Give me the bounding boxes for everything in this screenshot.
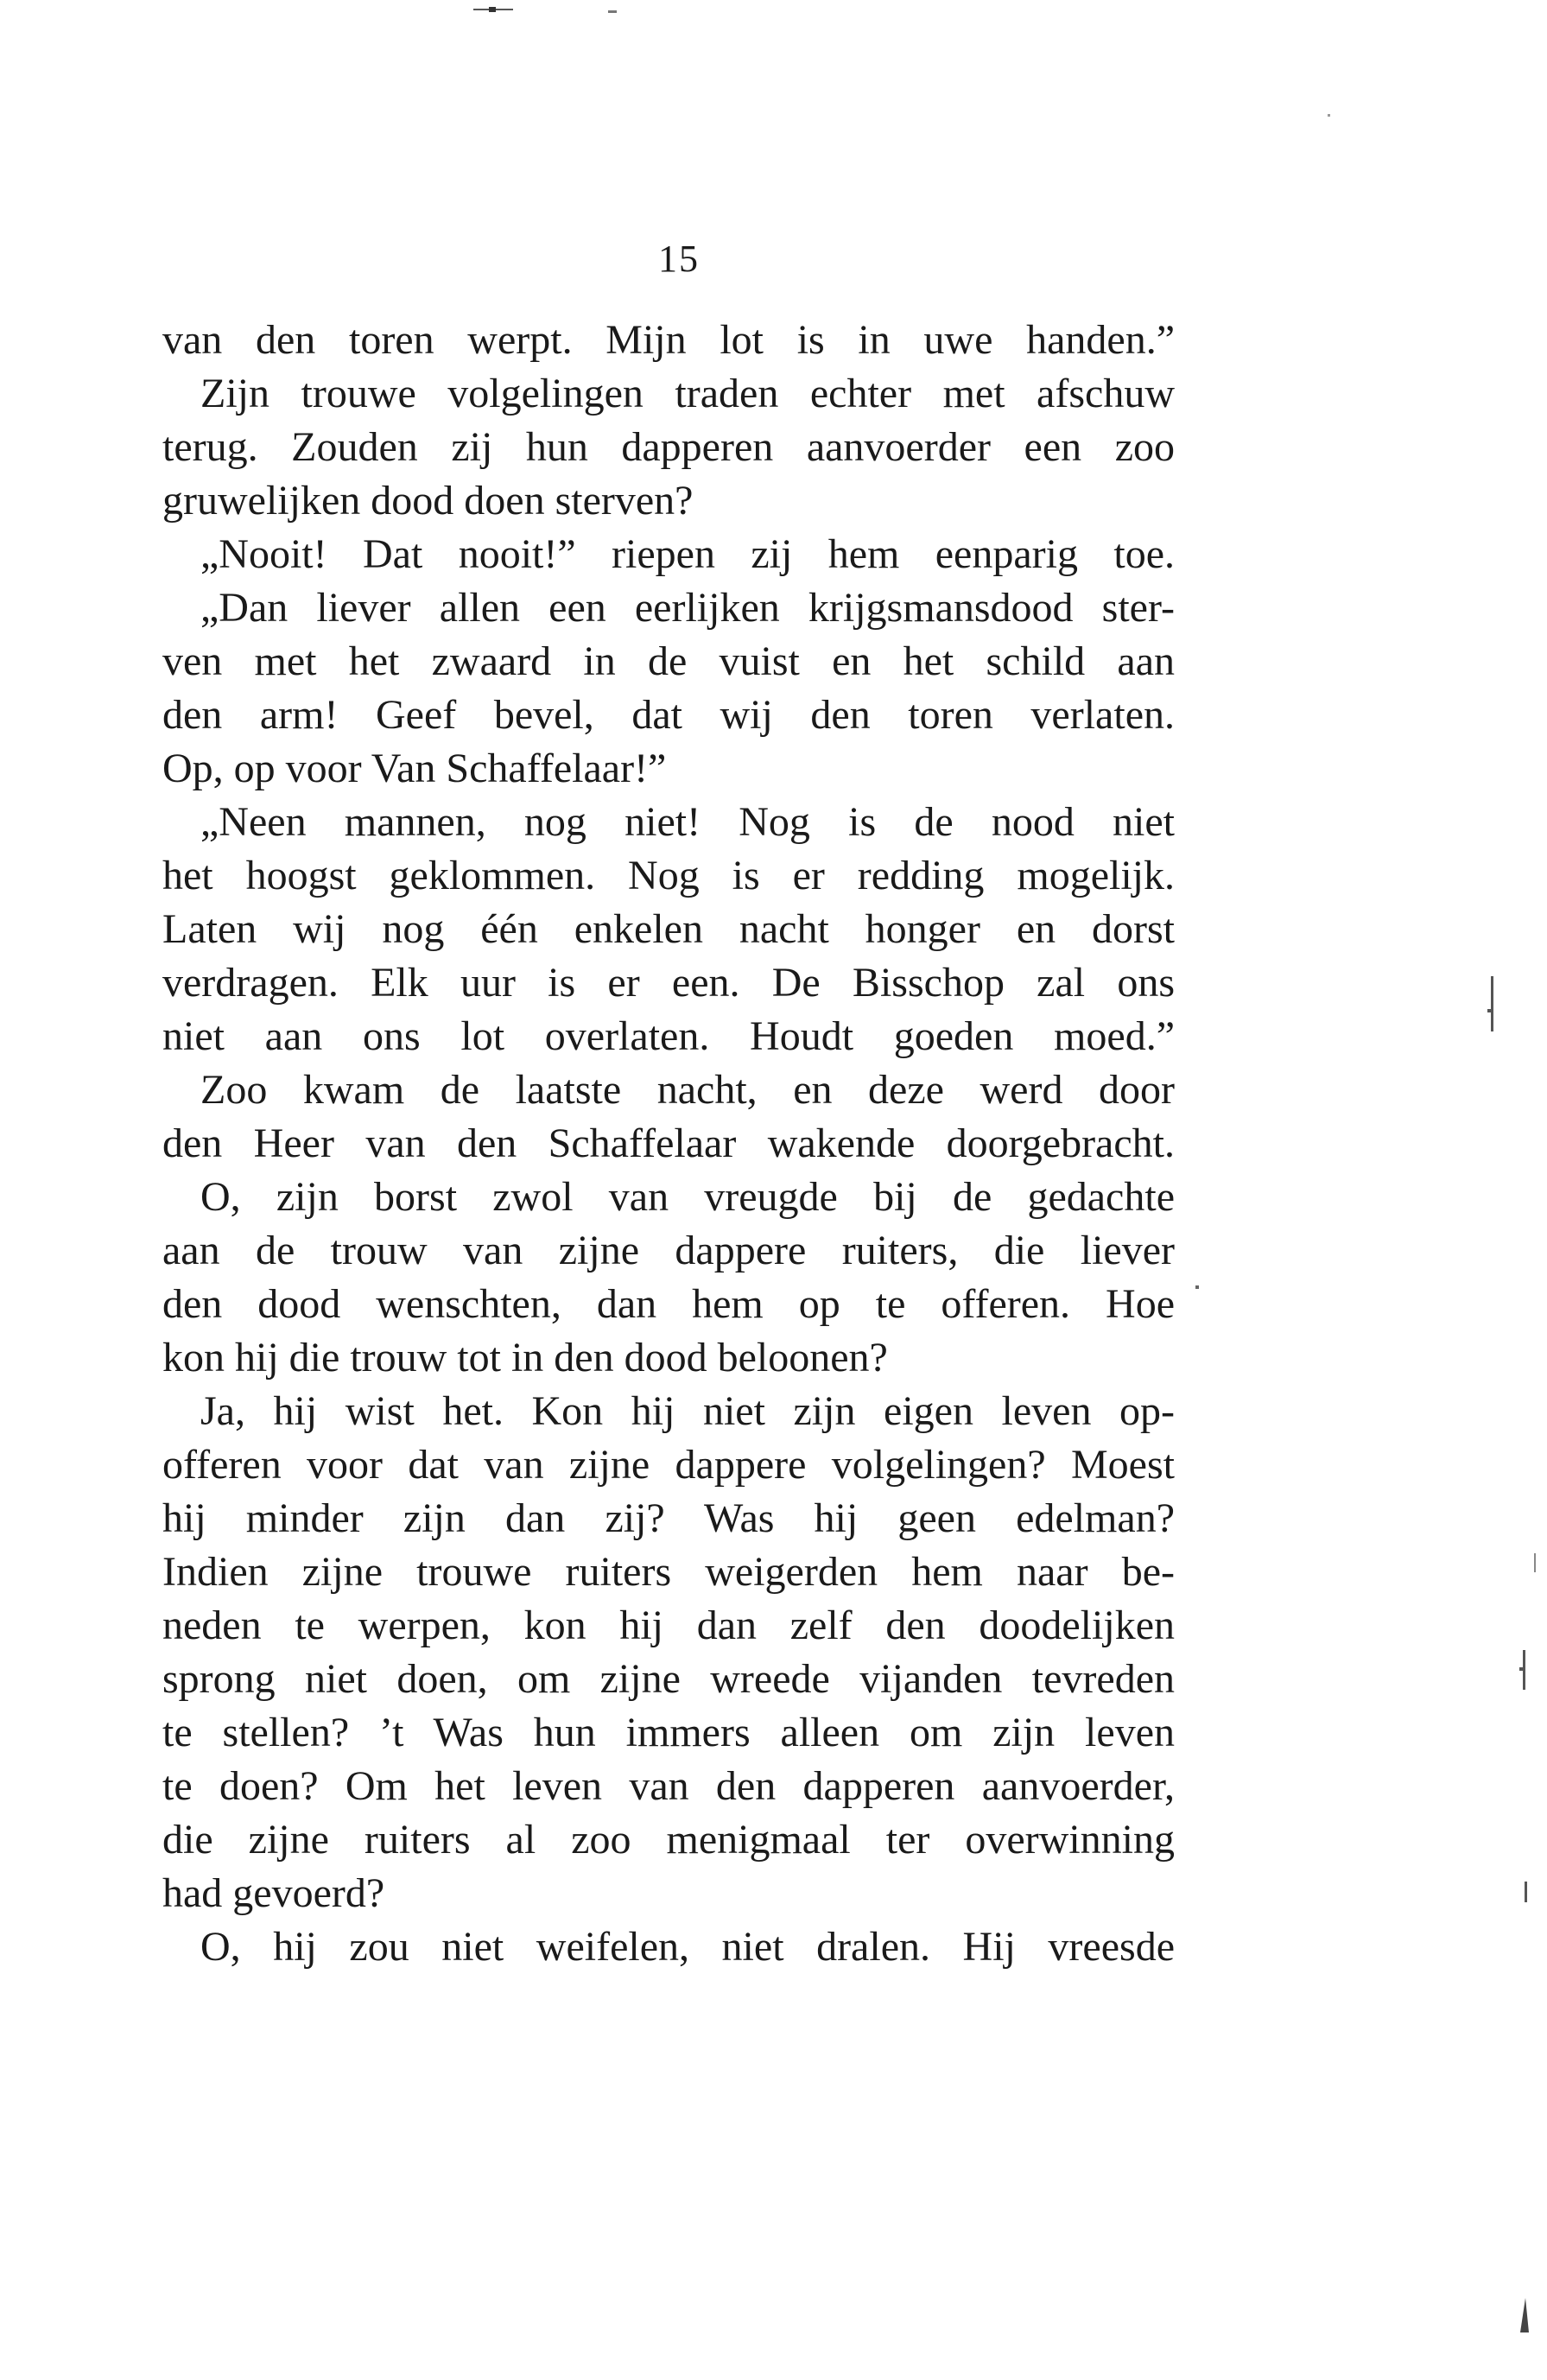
- text-line: kon hij die trouw tot in den dood beloonen?: [162, 1335, 888, 1380]
- text-line: Laten wij nog één enkelen nacht honger en dorst: [162, 906, 1175, 952]
- margin-speck: [1520, 2298, 1529, 2332]
- margin-speck: [1487, 1009, 1493, 1012]
- text-line: den Heer van den Schaffelaar wakende doorgebracht.: [162, 1120, 1175, 1166]
- text-line: „Neen mannen, nog niet! Nog is de nood niet: [200, 799, 1175, 845]
- text-line: hij minder zijn dan zij? Was hij geen edelman?: [162, 1495, 1175, 1541]
- margin-speck: [1534, 1553, 1536, 1572]
- margin-speck: [1525, 1882, 1527, 1902]
- text-line: ven met het zwaard in de vuist en het schild aan: [162, 638, 1175, 684]
- text-line: Ja, hij wist het. Kon hij niet zijn eigen leven op-: [200, 1388, 1175, 1434]
- margin-speck: [1523, 1650, 1525, 1690]
- margin-speck: [1519, 1667, 1525, 1671]
- margin-speck: [1328, 114, 1330, 117]
- text-line: aan de trouw van zijne dappere ruiters, die liever: [162, 1228, 1175, 1273]
- text-line: had gevoerd?: [162, 1870, 385, 1916]
- text-line: den dood wenschten, dan hem op te offeren. Hoe: [162, 1281, 1175, 1327]
- page-number: 15: [658, 238, 700, 280]
- text-line: „Nooit! Dat nooit!” riepen zij hem eenparig toe.: [200, 531, 1175, 577]
- text-line: Zijn trouwe volgelingen traden echter met afschuw: [200, 371, 1175, 416]
- text-line: Zoo kwam de laatste nacht, en deze werd door: [200, 1067, 1175, 1113]
- text-line: Indien zijne trouwe ruiters weigerden hem naar be-: [162, 1549, 1175, 1595]
- text-line: O, hij zou niet weifelen, niet dralen. Hij vreesde: [200, 1924, 1175, 1970]
- text-line: Op, op voor Van Schaffelaar!”: [162, 746, 667, 791]
- text-line: die zijne ruiters al zoo menigmaal ter overwinning: [162, 1817, 1175, 1863]
- top-edge-mark: [473, 7, 513, 12]
- text-line: den arm! Geef bevel, dat wij den toren verlaten.: [162, 692, 1175, 738]
- text-line: neden te werpen, kon hij dan zelf den doodelijken: [162, 1603, 1175, 1648]
- text-line: offeren voor dat van zijne dappere volgelingen? Moest: [162, 1442, 1175, 1488]
- text-line: te doen? Om het leven van den dapperen aanvoerder,: [162, 1763, 1175, 1809]
- text-line: het hoogst geklommen. Nog is er redding mogelijk.: [162, 853, 1175, 898]
- text-line: terug. Zouden zij hun dapperen aanvoerder een zoo: [162, 424, 1175, 470]
- text-line: verdragen. Elk uur is er een. De Bisschop zal ons: [162, 960, 1175, 1006]
- margin-speck: [1491, 976, 1493, 1031]
- text-line: van den toren werpt. Mijn lot is in uwe handen.”: [162, 317, 1175, 363]
- text-line: gruwelijken dood doen sterven?: [162, 478, 694, 524]
- text-line: „Dan liever allen een eerlijken krijgsmansdood ster-: [200, 585, 1175, 631]
- text-line: O, zijn borst zwol van vreugde bij de gedachte: [200, 1174, 1175, 1220]
- text-line: te stellen? ’t Was hun immers alleen om zijn leven: [162, 1710, 1175, 1755]
- text-line: sprong niet doen, om zijne wreede vijanden tevreden: [162, 1656, 1175, 1702]
- text-line: niet aan ons lot overlaten. Houdt goeden moed.”: [162, 1013, 1175, 1059]
- top-edge-speck: [608, 10, 617, 13]
- margin-speck: [1195, 1285, 1199, 1289]
